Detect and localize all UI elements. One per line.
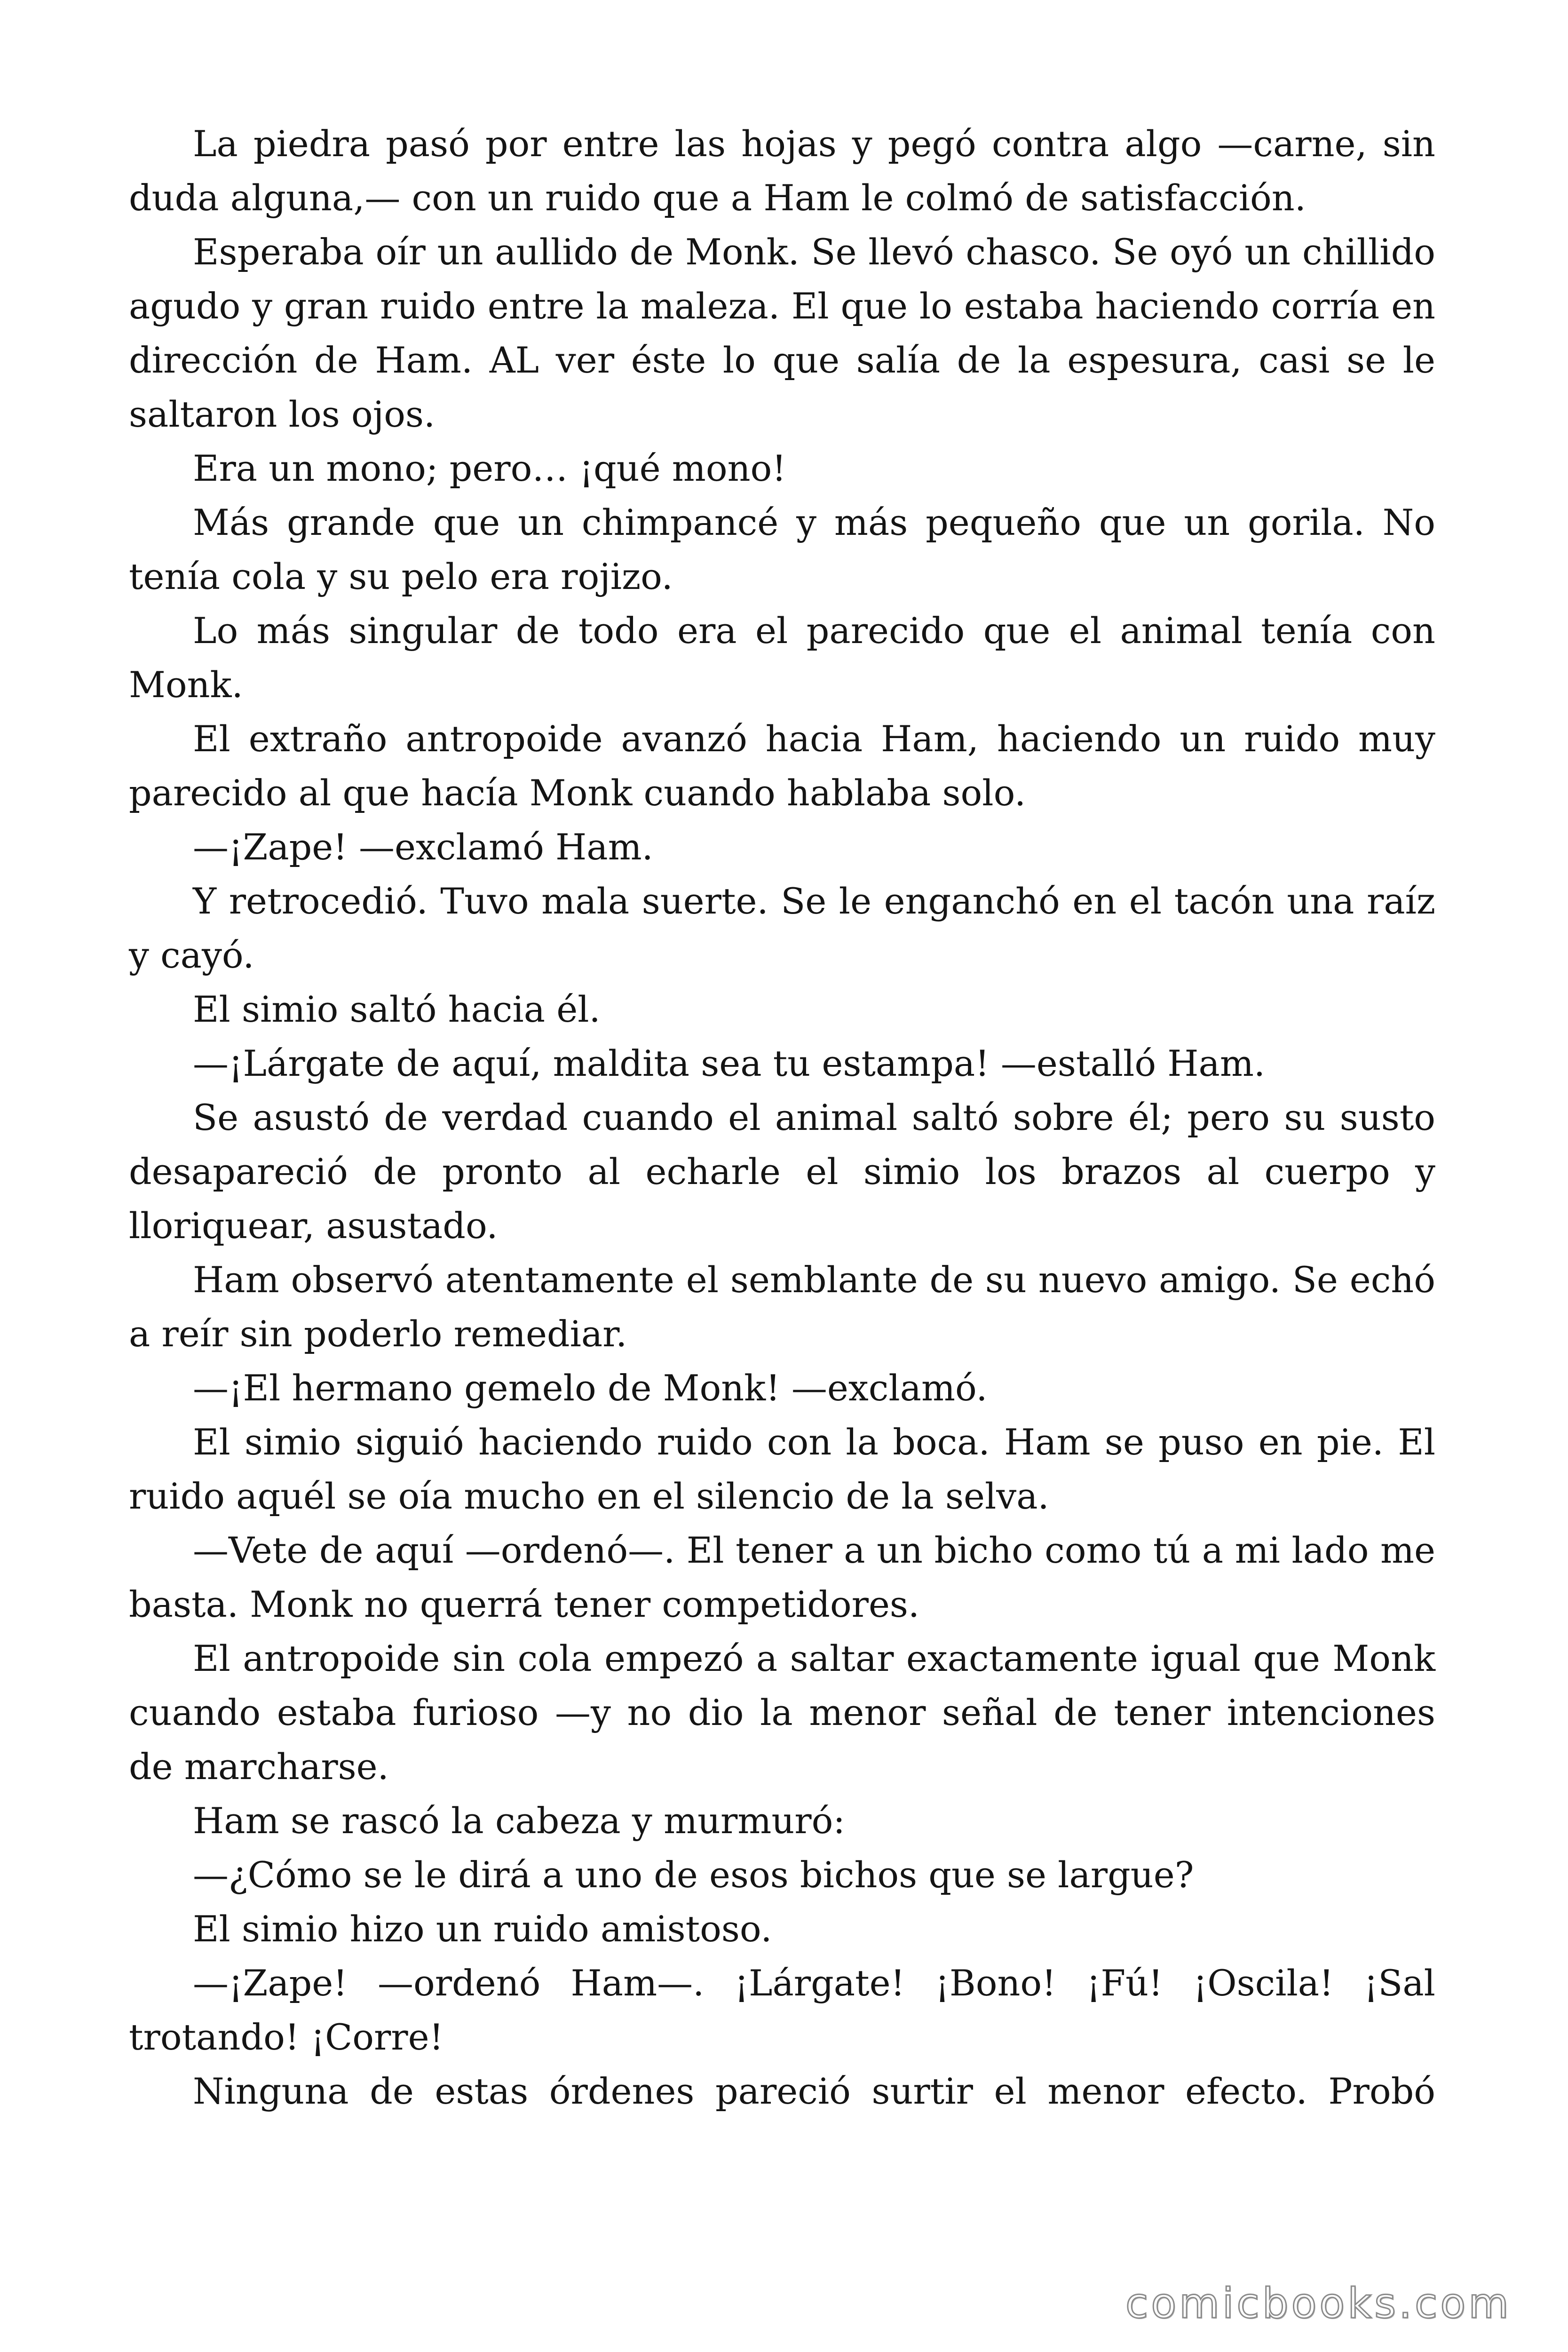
paragraph: Era un mono; pero… ¡qué mono!	[193, 447, 786, 489]
paragraph: El antropoide sin cola empezó a saltar exactamente igual que Monk cuando estaba furioso —y no dio la menor señal de tener intenciones de marcharse.	[129, 1637, 1435, 1788]
paragraph: La piedra pasó por entre las hojas y pegó contra algo —carne, sin duda alguna,— con un ruido que a Ham le colmó de satisfacción.	[129, 123, 1435, 219]
paragraph: El extraño antropoide avanzó hacia Ham, haciendo un ruido muy parecido al que hacía Monk cuando hablaba solo.	[129, 718, 1435, 814]
paragraph: —¡Zape! —exclamó Ham.	[193, 826, 653, 868]
paragraph: El simio saltó hacia él.	[193, 988, 601, 1030]
paragraph: Ham observó atentamente el semblante de su nuevo amigo. Se echó a reír sin poderlo remediar.	[129, 1259, 1435, 1355]
paragraph: Más grande que un chimpancé y más pequeño que un gorila. No tenía cola y su pelo era rojizo.	[129, 501, 1435, 597]
paragraph: Ninguna de estas órdenes pareció surtir el menor efecto. Probó	[193, 2070, 1435, 2112]
paragraph: —¡Lárgate de aquí, maldita sea tu estampa! —estalló Ham.	[193, 1042, 1266, 1084]
paragraph: Lo más singular de todo era el parecido que el animal tenía con Monk.	[129, 610, 1435, 706]
site-watermark: comicbooks.com	[1125, 2279, 1512, 2328]
paragraph: —¡Zape! —ordenó Ham—. ¡Lárgate! ¡Bono! ¡Fú! ¡Oscila! ¡Sal trotando! ¡Corre!	[129, 1962, 1435, 2058]
paragraph: El simio siguió haciendo ruido con la boca. Ham se puso en pie. El ruido aquél se oía mucho en el silencio de la selva.	[129, 1421, 1435, 1517]
paragraph: —¡El hermano gemelo de Monk! —exclamó.	[193, 1367, 988, 1409]
paragraph: Esperaba oír un aullido de Monk. Se llevó chasco. Se oyó un chillido agudo y gran ruido entre la maleza. El que lo estaba haciendo corría en dirección de Ham. AL ver éste lo que salía de la espesura, casi se le saltaron los ojos.	[129, 231, 1435, 435]
paragraph: —Vete de aquí —ordenó—. El tener a un bicho como tú a mi lado me basta. Monk no querrá tener competidores.	[129, 1529, 1435, 1625]
page-body	[129, 117, 1435, 2118]
paragraph: —¿Cómo se le dirá a uno de esos bichos que se largue?	[193, 1854, 1194, 1896]
paragraph: Ham se rascó la cabeza y murmuró:	[193, 1800, 845, 1842]
paragraph: Y retrocedió. Tuvo mala suerte. Se le enganchó en el tacón una raíz y cayó.	[129, 880, 1435, 976]
paragraph: Se asustó de verdad cuando el animal saltó sobre él; pero su susto desapareció de pronto al echarle el simio los brazos al cuerpo y lloriquear, asustado.	[129, 1097, 1435, 1247]
paragraph: El simio hizo un ruido amistoso.	[193, 1908, 772, 1950]
